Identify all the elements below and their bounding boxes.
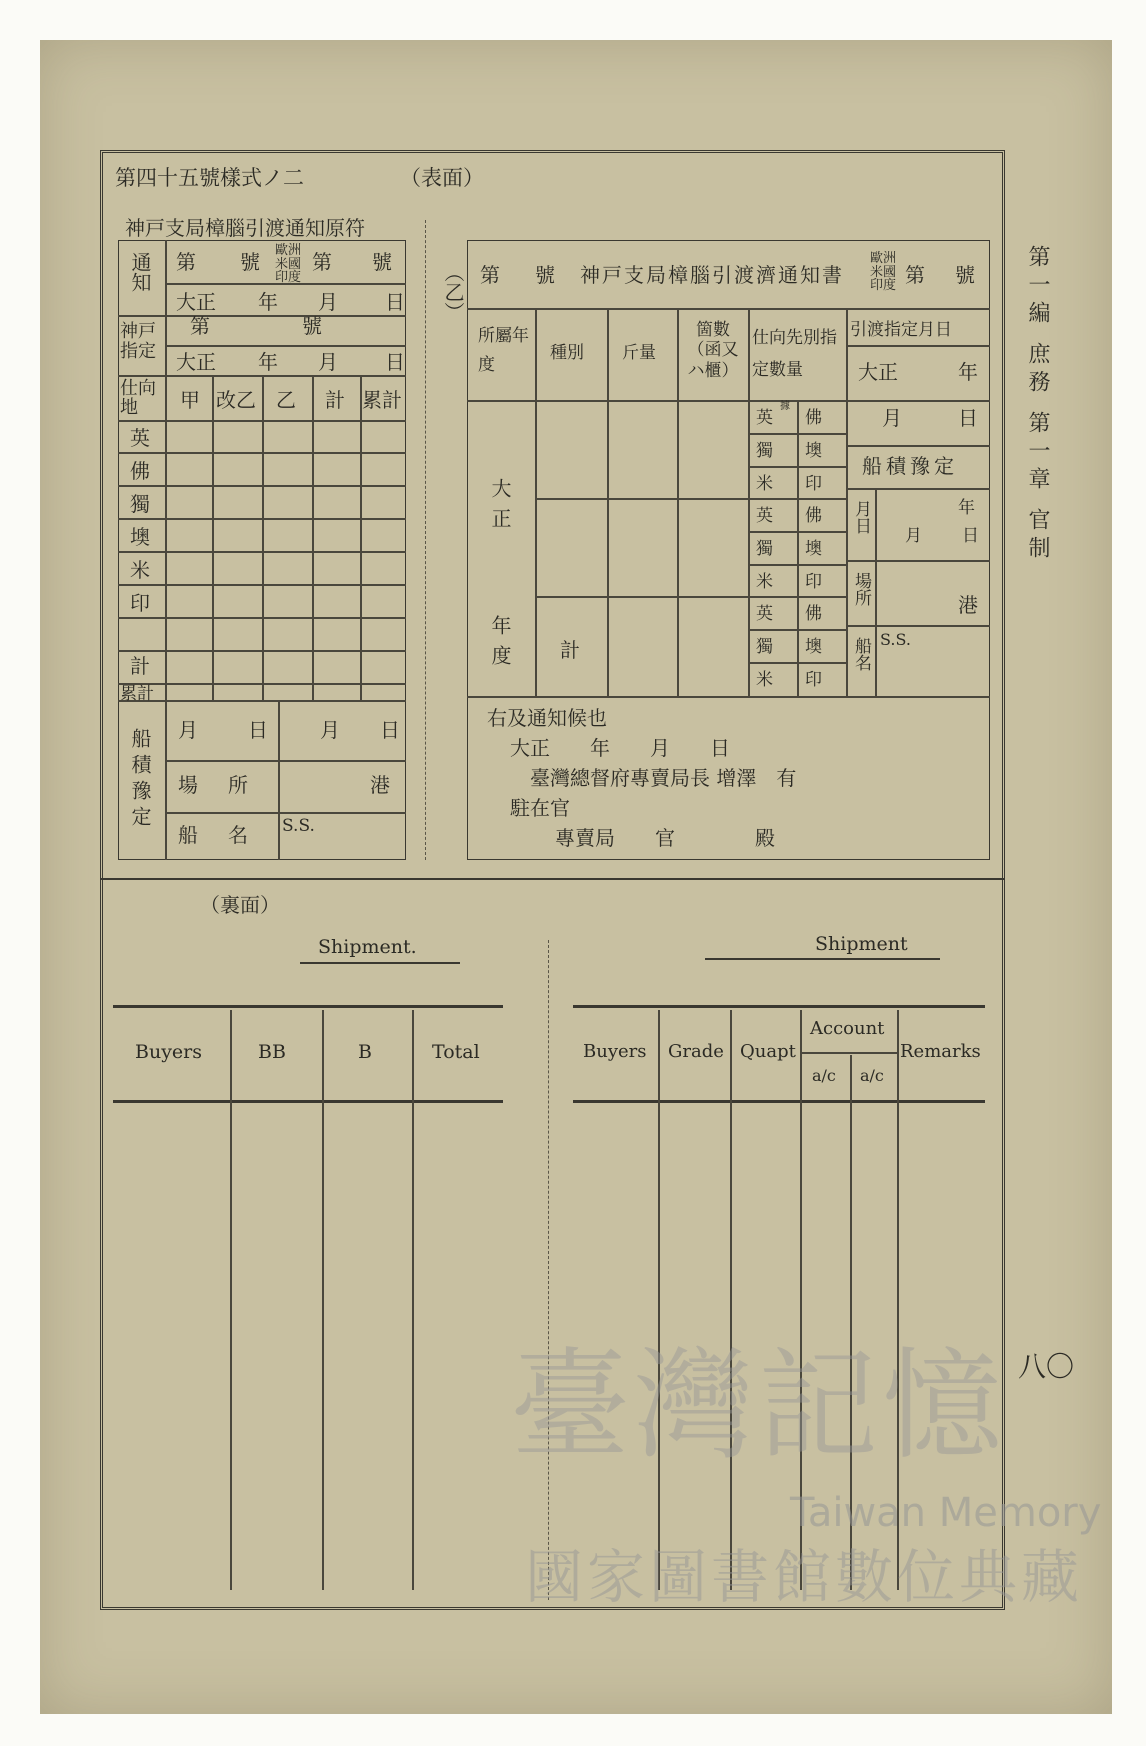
dest-8a: 獨 bbox=[756, 637, 773, 657]
notice-ship-day: 日 bbox=[962, 526, 979, 546]
notice-date-month: 月 bbox=[882, 406, 902, 430]
notice-sum: 計 bbox=[560, 638, 580, 662]
hdr-type: 種別 bbox=[550, 343, 584, 363]
notice-taisho: 大正 bbox=[488, 478, 512, 538]
stub-place-label: 場所 bbox=[178, 773, 278, 797]
form-title: 第四十五號樣式ノ二 bbox=[115, 166, 304, 190]
stub-row-4: 墺 bbox=[130, 525, 150, 549]
notice-title: 神戸支局樟腦引渡濟通知書 bbox=[580, 263, 844, 287]
dest-5a: 獨 bbox=[756, 539, 773, 559]
notice-resident: 駐在官 bbox=[510, 796, 570, 820]
dest-7b: 佛 bbox=[805, 604, 822, 624]
stub-col-5: 累計 bbox=[362, 388, 402, 412]
dest-2b: 墺 bbox=[805, 441, 822, 461]
stub-ship-month: 月 bbox=[178, 718, 198, 742]
stub-region-note: 歐洲 米國 印度 bbox=[275, 243, 302, 286]
notice-no-suffix: 號 bbox=[535, 263, 555, 287]
stub-ship-day: 日 bbox=[248, 718, 268, 742]
stub-year-1: 年 bbox=[258, 290, 278, 314]
notice-ship-year: 年 bbox=[958, 498, 975, 518]
dest-7a: 英 bbox=[756, 604, 773, 624]
stub-day-2: 日 bbox=[385, 350, 405, 374]
stub-month-1: 月 bbox=[318, 290, 338, 314]
hdr-fiscal-year: 所屬年度 bbox=[478, 326, 529, 375]
section-divider bbox=[100, 878, 1005, 880]
hdr-weight: 斤量 bbox=[622, 343, 656, 363]
notice-place-label: 場所 bbox=[851, 572, 871, 606]
dest-6b: 印 bbox=[805, 572, 822, 592]
stub-row-6: 印 bbox=[130, 591, 150, 615]
stub-title: 神戸支局樟腦引渡通知原符 bbox=[125, 216, 365, 240]
right-hdr-grade: Grade bbox=[668, 1041, 724, 1062]
dest-1b: 佛 bbox=[805, 408, 822, 428]
stub-no-suffix-2: 號 bbox=[372, 250, 392, 274]
stub-kobe-no-suffix: 號 bbox=[302, 314, 322, 338]
stub-col-3: 乙 bbox=[276, 388, 296, 412]
stub-ship-day-2: 日 bbox=[380, 718, 400, 742]
notice-no-prefix: 第 bbox=[480, 263, 500, 287]
left-shipment-title: Shipment. bbox=[318, 936, 417, 958]
left-hdr-b: B bbox=[358, 1041, 372, 1063]
stub-kobe-label: 神戸指定 bbox=[120, 321, 156, 362]
stub-no-prefix: 第 bbox=[176, 250, 196, 274]
hdr-delivery-date: 引渡指定月日 bbox=[850, 320, 952, 340]
notice-ss: S.S. bbox=[880, 630, 911, 649]
notice-sender: 臺灣總督府專賣局長 增澤 有 bbox=[530, 766, 797, 790]
stub-row-5: 米 bbox=[130, 558, 150, 582]
stub-no-prefix-2: 第 bbox=[312, 250, 332, 274]
stub-ship-name-label: 船名 bbox=[178, 823, 278, 847]
stub-taisho-2: 大正 bbox=[176, 350, 216, 374]
stub-col-4: 計 bbox=[325, 388, 345, 412]
stub-port: 港 bbox=[370, 773, 390, 797]
right-hdr-remarks: Remarks bbox=[900, 1041, 981, 1062]
stub-row-2: 佛 bbox=[130, 459, 150, 483]
stub-month-2: 月 bbox=[318, 350, 338, 374]
notice-year-label: 年度 bbox=[488, 615, 512, 675]
dest-4a: 英 bbox=[756, 506, 773, 526]
notice-date-line: 大正 年 月 日 bbox=[510, 736, 730, 760]
back-perforation bbox=[548, 940, 549, 1600]
dest-3a: 米 bbox=[756, 474, 773, 494]
otsu-label: （乙） bbox=[441, 262, 465, 322]
notice-ship-plan: 船積豫定 bbox=[862, 454, 958, 478]
notice-no-prefix-2: 第 bbox=[905, 263, 925, 287]
chapter-heading: 第一編 庶務 第一章 官制 bbox=[1025, 245, 1050, 564]
notice-ship-name-label: 船名 bbox=[851, 637, 871, 671]
right-shipment-title: Shipment bbox=[815, 933, 908, 955]
stub-no-suffix: 號 bbox=[240, 250, 260, 274]
stub-col-2: 改乙 bbox=[216, 388, 256, 412]
right-sub-ac-2: a/c bbox=[860, 1066, 884, 1085]
right-hdr-buyers: Buyers bbox=[583, 1041, 647, 1062]
stub-ss: S.S. bbox=[282, 816, 315, 836]
stub-taisho-1: 大正 bbox=[176, 290, 216, 314]
right-hdr-quapt: Quapt bbox=[740, 1041, 796, 1062]
dest-1a: 英 bbox=[756, 408, 773, 428]
right-sub-ac-1: a/c bbox=[812, 1066, 836, 1085]
right-hdr-account: Account bbox=[810, 1018, 885, 1039]
hdr-dest-qty: 仕向先別指定數量 bbox=[752, 328, 837, 381]
notice-date-day: 日 bbox=[958, 406, 978, 430]
notice-ship-date-label: 月日 bbox=[851, 500, 871, 534]
notice-region-note: 歐洲 米國 印度 bbox=[870, 251, 897, 294]
stub-row-cumulative: 累計 bbox=[120, 684, 154, 704]
left-hdr-buyers: Buyers bbox=[135, 1041, 203, 1063]
stub-dest-label: 仕向地 bbox=[120, 378, 156, 418]
watermark-library: 國家圖書館數位典藏 bbox=[525, 1543, 1084, 1611]
left-hdr-bb: BB bbox=[258, 1041, 286, 1063]
watermark-calligraphy: 臺灣記憶 bbox=[510, 1337, 1006, 1476]
stub-ship-label: 船積豫定 bbox=[128, 728, 152, 832]
notice-ship-month: 月 bbox=[905, 526, 922, 546]
dest-note: 據 bbox=[780, 401, 790, 412]
stub-year-2: 年 bbox=[258, 350, 278, 374]
dest-6a: 米 bbox=[756, 572, 773, 592]
stub-day-1: 日 bbox=[385, 290, 405, 314]
dest-9b: 印 bbox=[805, 670, 822, 690]
notice-date-year: 年 bbox=[958, 360, 978, 384]
stub-notice-label: 通知 bbox=[128, 252, 152, 292]
notice-date-taisho: 大正 bbox=[858, 360, 898, 384]
left-hdr-total: Total bbox=[432, 1041, 480, 1063]
dest-8b: 墺 bbox=[805, 637, 822, 657]
notice-closing: 右及通知候也 bbox=[487, 706, 607, 730]
dest-9a: 米 bbox=[756, 670, 773, 690]
notice-port: 港 bbox=[958, 593, 978, 617]
stub-col-1: 甲 bbox=[180, 388, 200, 412]
dest-4b: 佛 bbox=[805, 506, 822, 526]
page-number: 八〇 bbox=[1018, 1350, 1075, 1383]
dest-2a: 獨 bbox=[756, 441, 773, 461]
back-label: （裏面） bbox=[200, 893, 280, 917]
watermark-english: Taiwan Memory bbox=[790, 1490, 1102, 1536]
stub-row-3: 獨 bbox=[130, 492, 150, 516]
hdr-count: 箇數（函又ハ櫃） bbox=[687, 320, 739, 381]
dest-3b: 印 bbox=[805, 474, 822, 494]
stub-row-total: 計 bbox=[130, 654, 150, 678]
front-label: （表面） bbox=[400, 166, 484, 190]
perforation-line bbox=[425, 220, 426, 860]
dest-5b: 墺 bbox=[805, 539, 822, 559]
stub-row-1: 英 bbox=[130, 426, 150, 450]
stub-kobe-no-prefix: 第 bbox=[190, 314, 210, 338]
stub-ship-month-2: 月 bbox=[320, 718, 340, 742]
notice-addressee: 專賣局 官 殿 bbox=[555, 826, 775, 850]
notice-no-suffix-2: 號 bbox=[955, 263, 975, 287]
